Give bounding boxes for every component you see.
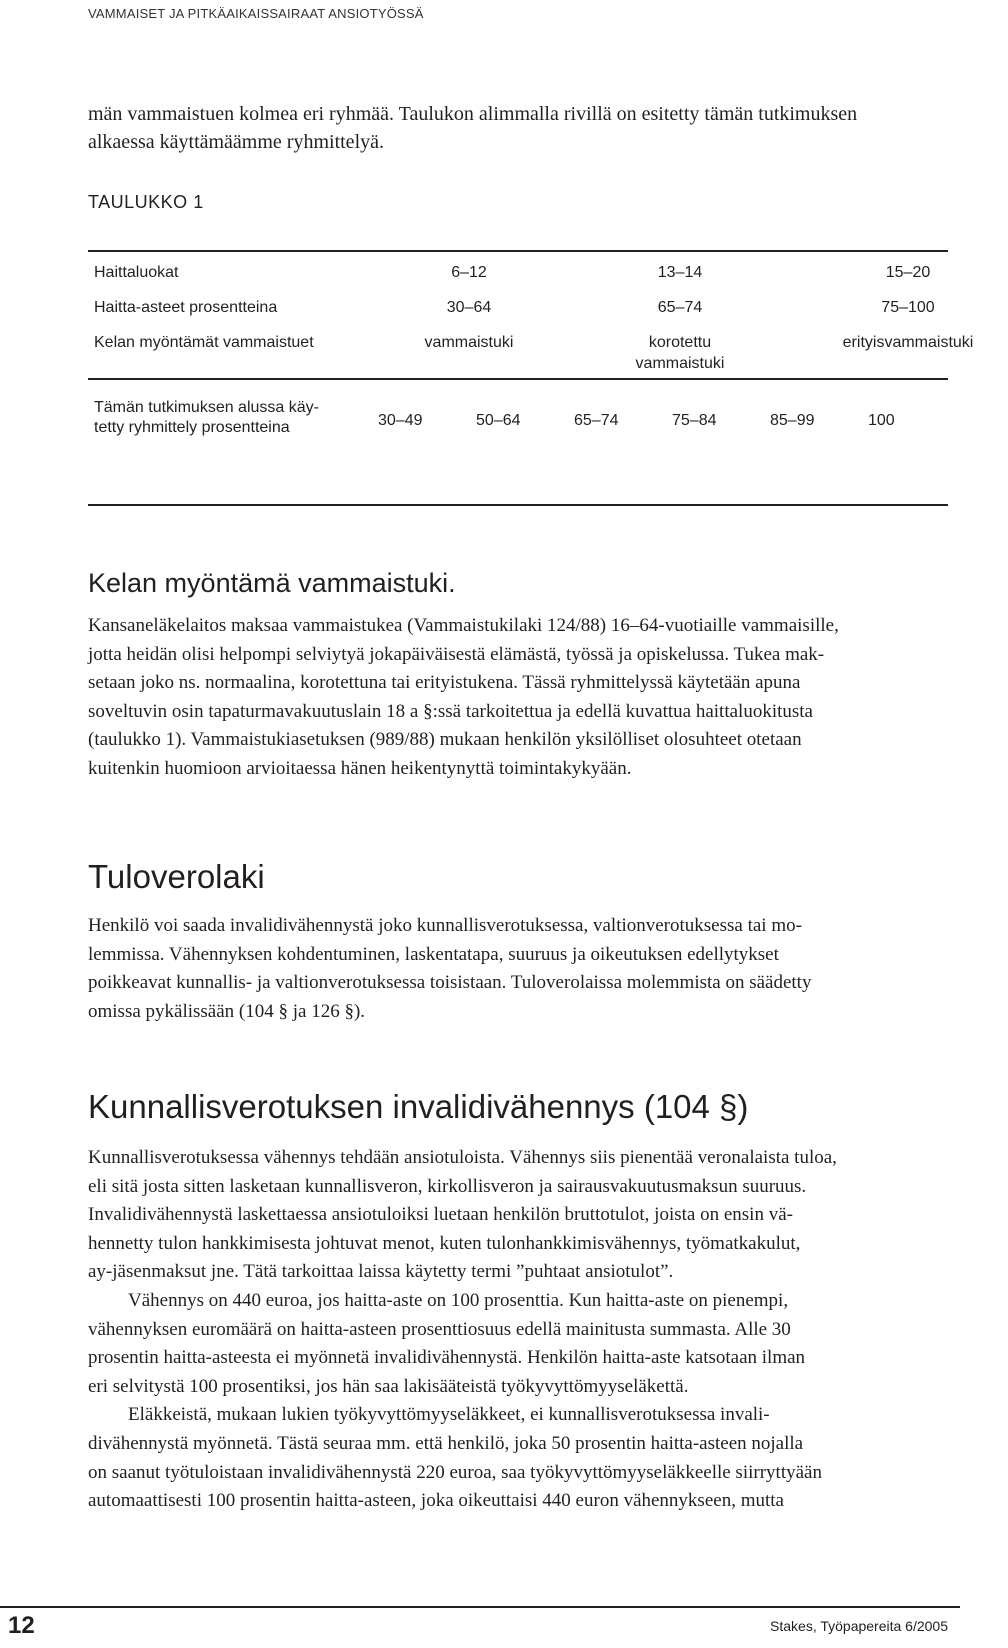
table-cell: erityisvammaistuki xyxy=(842,334,974,351)
row-label: Haitta-asteet prosentteina xyxy=(94,299,278,316)
table-cell: vammaistuki xyxy=(635,355,725,372)
table-cell: 75–100 xyxy=(881,299,935,316)
text-line: automaattisesti 100 prosentin haitta-asteen, joka oikeuttaisi 440 euron vähennykseen, mutta xyxy=(88,1490,784,1512)
row-label: Kelan myöntämät vammaistuet xyxy=(94,334,314,351)
table-cell: 65–74 xyxy=(657,299,703,316)
page-number: 12 xyxy=(8,1612,35,1639)
section-body-tuloverolaki xyxy=(88,912,948,1026)
section-body-kunnallis xyxy=(88,1144,948,1516)
data-table xyxy=(88,250,974,506)
intro-text xyxy=(88,100,948,156)
section-heading-tuloverolaki: Tuloverolaki xyxy=(88,858,265,895)
intro-line: män vammaistuen kolmea eri ryhmää. Taulukon alimmalla rivillä on esitetty tämän tutkimuksen xyxy=(88,103,858,125)
range-cell: 100 xyxy=(868,412,895,429)
text-line: (taulukko 1). Vammaistukiasetuksen (989/88) mukaan henkilön yksilölliset olosuhteet otetaan xyxy=(88,729,802,751)
footer-source: Stakes, Työpapereita 6/2005 xyxy=(770,1618,948,1634)
text-line: Vähennys on 440 euroa, jos haitta-aste on 100 prosenttia. Kun haitta-aste on pienempi, xyxy=(128,1289,789,1311)
table-row-grouping xyxy=(88,380,948,504)
intro-line: alkaessa käyttämäämme ryhmittelyä. xyxy=(88,131,384,153)
table-label: TAULUKKO 1 xyxy=(88,192,204,212)
range-cell: 85–99 xyxy=(770,412,815,429)
running-header: VAMMAISET JA PITKÄAIKAISSAIRAAT ANSIOTYÖSSÄ xyxy=(88,6,424,21)
text-line: Henkilö voi saada invalidivähennystä joko kunnallisverotuksessa, valtionverotuksessa tai mo- xyxy=(88,915,802,936)
grouping-label-line: Tämän tutkimuksen alussa käy- xyxy=(94,399,319,416)
text-line: on saanut työtuloistaan invalidivähennystä 220 euroa, saa työkyvyttömyyseläkkeelle siirryttyään xyxy=(88,1461,822,1483)
text-line: Kansaneläkelaitos maksaa vammaistukea (Vammaistukilaki 124/88) 16–64-vuotiaille vammaisille, xyxy=(88,615,839,636)
text-line: divähennystä myönnetä. Tästä seuraa mm. että henkilö, joka 50 prosentin haitta-asteen nojalla xyxy=(88,1432,804,1454)
text-line: jotta heidän olisi helpompi selviytyä jokapäiväisestä elämästä, työssä ja opiskelussa. Tukea mak- xyxy=(88,643,825,665)
range-cell: 75–84 xyxy=(672,412,717,429)
grouping-ranges xyxy=(378,412,966,430)
row-label: Haittaluokat xyxy=(94,264,179,281)
table-row xyxy=(88,252,948,288)
table-cell: 6–12 xyxy=(451,264,487,281)
table-cell: korotettu xyxy=(648,334,712,351)
range-cell: 30–49 xyxy=(378,412,423,429)
table-cell: vammaistuki xyxy=(424,334,514,351)
text-line: hennetty tulon hankkimisesta johtuvat menot, kuten tulonhankkimisvähennys, työmatkakulut, xyxy=(88,1232,801,1254)
table-cell: 15–20 xyxy=(885,264,931,281)
range-cell: 50–64 xyxy=(476,412,521,429)
table-cell: 13–14 xyxy=(657,264,703,281)
text-line: prosentin haitta-asteesta ei myönnetä invalidivähennystä. Henkilön haitta-aste katsotaan ilman xyxy=(88,1347,806,1369)
table-row xyxy=(88,288,948,324)
text-line: Invalidivähennystä laskettaessa ansiotuloiksi luetaan henkilön bruttotulot, joista on ensin vä- xyxy=(88,1204,793,1226)
text-line: setaan joko ns. normaalina, korotettuna tai erityistukena. Tässä ryhmittelyssä käytetään apuna xyxy=(88,672,801,694)
grouping-label-line: tetty ryhmittely prosentteina xyxy=(94,419,290,436)
text-line: omissa pykälissään (104 § ja 126 §). xyxy=(88,1000,366,1022)
table-rule-bottom xyxy=(88,504,948,506)
text-line: ay-jäsenmaksut jne. Tätä tarkoittaa laissa käytetty termi ”puhtaat ansiotulot”. xyxy=(88,1261,674,1283)
footer-rule xyxy=(0,1606,960,1608)
text-line: vähennyksen euromäärä on haitta-asteen prosenttiosuus edellä mainitusta summasta. Alle 30 xyxy=(88,1318,791,1340)
text-line: lemmissa. Vähennyksen kohdentuminen, laskentatapa, suuruus ja oikeutuksen edellytykset xyxy=(88,943,779,965)
range-cell: 65–74 xyxy=(574,412,619,429)
section-heading-kela: Kelan myöntämä vammaistuki. xyxy=(88,568,456,598)
table-row xyxy=(88,324,974,378)
text-line: soveltuvin osin tapaturmavakuutuslain 18 a §:ssä tarkoitettua ja edellä kuvattua haittaluokitusta xyxy=(88,700,813,722)
text-line: eli sitä josta sitten lasketaan kunnallisveron, kirkollisveron ja sairausvakuutusmaksun suuruus. xyxy=(88,1175,807,1197)
section-body-kela xyxy=(88,612,948,784)
section-heading-kunnallis: Kunnallisverotuksen invalidivähennys (104 §) xyxy=(88,1088,749,1125)
text-line: Kunnallisverotuksessa vähennys tehdään ansiotuloista. Vähennys siis pienentää veronalaista tuloa, xyxy=(88,1147,837,1168)
text-line: poikkeavat kunnallis- ja valtionverotuksessa toisistaan. Tuloverolaissa molemmista on säädetty xyxy=(88,972,812,994)
text-line: eri selvitystä 100 prosentiksi, jos hän saa lakisääteistä työkyvyttömyyseläkettä. xyxy=(88,1375,689,1397)
text-line: Eläkkeistä, mukaan lukien työkyvyttömyyseläkkeet, ei kunnallisverotuksessa invali- xyxy=(128,1404,770,1426)
grouping-label xyxy=(94,398,354,438)
text-line: kuitenkin huomioon arvioitaessa hänen heikentynyttä toimintakykyään. xyxy=(88,757,632,779)
table-cell: 30–64 xyxy=(446,299,492,316)
